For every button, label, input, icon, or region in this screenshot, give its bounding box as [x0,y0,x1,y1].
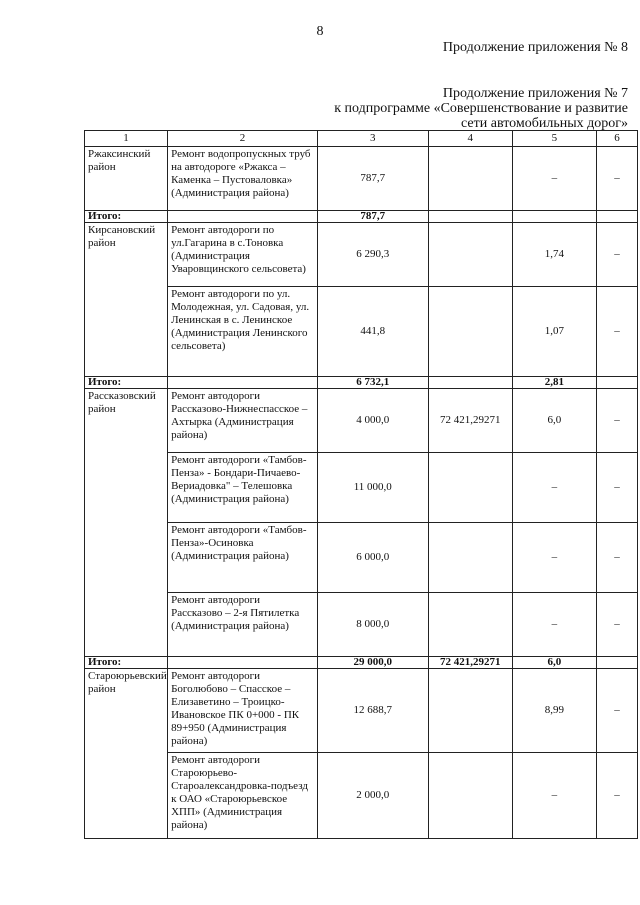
table-row [85,753,638,839]
extra-cell: – [596,147,637,211]
amount-cell: 441,8 [317,287,428,377]
total-label: Итого: [85,657,168,669]
table-row [85,593,638,657]
total-row [85,657,638,669]
extra-cell: – [596,593,637,657]
amount-cell: 8 000,0 [317,593,428,657]
length-cell: – [512,523,596,593]
length-cell: 1,07 [512,287,596,377]
amount-cell: 2 000,0 [317,753,428,839]
table-row [85,147,638,211]
table-row [85,669,638,753]
length-cell: – [512,147,596,211]
extra-cell: – [596,287,637,377]
work-description-cell: Ремонт автодороги «Тамбов-Пенза» - Бондари-Пичаево-Вериадовка" – Телешовка (Администрация района) [168,453,318,523]
length-cell: – [512,453,596,523]
total-row [85,211,638,223]
column-number: 2 [168,131,318,147]
work-description-cell: Ремонт автодороги по ул.Гагарина в с.Тоновка (Администрация Уваровщинского сельсовета) [168,223,318,287]
total-value-cell: 72 421,29271 [428,657,512,669]
column-number: 4 [428,131,512,147]
column-number: 5 [512,131,596,147]
work-description-cell: Ремонт автодороги Боголюбово – Спасское – Елизаветино – Троицко-Ивановское ПК 0+000 - ПК 89+950 (Администрация района) [168,669,318,753]
length-cell: – [512,593,596,657]
repair-program-table [84,130,638,839]
total-row [85,377,638,389]
total-value-cell [512,211,596,223]
total-value-cell: 2,81 [512,377,596,389]
amount-cell: 4 000,0 [317,389,428,453]
total-value-cell: 6 732,1 [317,377,428,389]
federal-amount-cell [428,593,512,657]
table-row [85,389,638,453]
total-label: Итого: [85,211,168,223]
length-cell: 1,74 [512,223,596,287]
work-description-cell: Ремонт автодороги «Тамбов-Пенза»-Осиновка (Администрация района) [168,523,318,593]
work-description-cell: Ремонт автодороги Рассказово – 2-я Пятилетка (Администрация района) [168,593,318,657]
column-number: 1 [85,131,168,147]
continuation-line: к подпрограмме «Совершенствование и развитие [334,101,628,116]
table-body [85,131,638,839]
extra-cell: – [596,523,637,593]
amount-cell: 787,7 [317,147,428,211]
amount-cell: 6 000,0 [317,523,428,593]
length-cell: 8,99 [512,669,596,753]
federal-amount-cell [428,453,512,523]
amount-cell: 6 290,3 [317,223,428,287]
federal-amount-cell [428,753,512,839]
extra-cell: – [596,753,637,839]
page-number: 8 [316,24,324,39]
federal-amount-cell [428,523,512,593]
continuation-line: сети автомобильных дорог» [461,116,628,131]
district-cell: Рассказовский район [85,389,168,657]
column-number: 6 [596,131,637,147]
amount-cell: 11 000,0 [317,453,428,523]
continuation-line: Продолжение приложения № 7 [442,86,628,101]
continuation-label-main: Продолжение приложения № 8 [442,40,628,55]
work-description-cell: Ремонт автодороги по ул. Молодежная, ул. Садовая, ул. Ленинская в с. Ленинское (Администрация Ленинского сельсовета) [168,287,318,377]
extra-cell: – [596,223,637,287]
district-cell: Староюрьевский район [85,669,168,839]
table-row [85,287,638,377]
total-value-cell [428,377,512,389]
continuation-label-sub [298,86,628,131]
extra-cell: – [596,669,637,753]
total-value-cell: 6,0 [512,657,596,669]
table-row [85,223,638,287]
work-description-cell: Ремонт водопропускных труб на автодороге «Ржакса – Каменка – Пустоваловка» (Администрация района) [168,147,318,211]
federal-amount-cell: 72 421,29271 [428,389,512,453]
table-row [85,523,638,593]
table-row [85,453,638,523]
total-value-cell [596,211,637,223]
district-cell: Кирсановский район [85,223,168,377]
total-value-cell [428,211,512,223]
total-blank-cell [168,211,318,223]
work-description-cell: Ремонт автодороги Староюрьево-Староалександровка-подъезд к ОАО «Староюрьевское ХПП» (Администрация района) [168,753,318,839]
total-value-cell [596,377,637,389]
amount-cell: 12 688,7 [317,669,428,753]
total-value-cell: 29 000,0 [317,657,428,669]
work-description-cell: Ремонт автодороги Рассказово-Нижнеспасское – Ахтырка (Администрация района) [168,389,318,453]
extra-cell: – [596,453,637,523]
column-number: 3 [317,131,428,147]
total-blank-cell [168,377,318,389]
federal-amount-cell [428,669,512,753]
column-number-row [85,131,638,147]
extra-cell: – [596,389,637,453]
length-cell: 6,0 [512,389,596,453]
district-cell: Ржаксинский район [85,147,168,211]
federal-amount-cell [428,287,512,377]
federal-amount-cell [428,147,512,211]
total-value-cell [596,657,637,669]
total-value-cell: 787,7 [317,211,428,223]
total-label: Итого: [85,377,168,389]
length-cell: – [512,753,596,839]
federal-amount-cell [428,223,512,287]
total-blank-cell [168,657,318,669]
